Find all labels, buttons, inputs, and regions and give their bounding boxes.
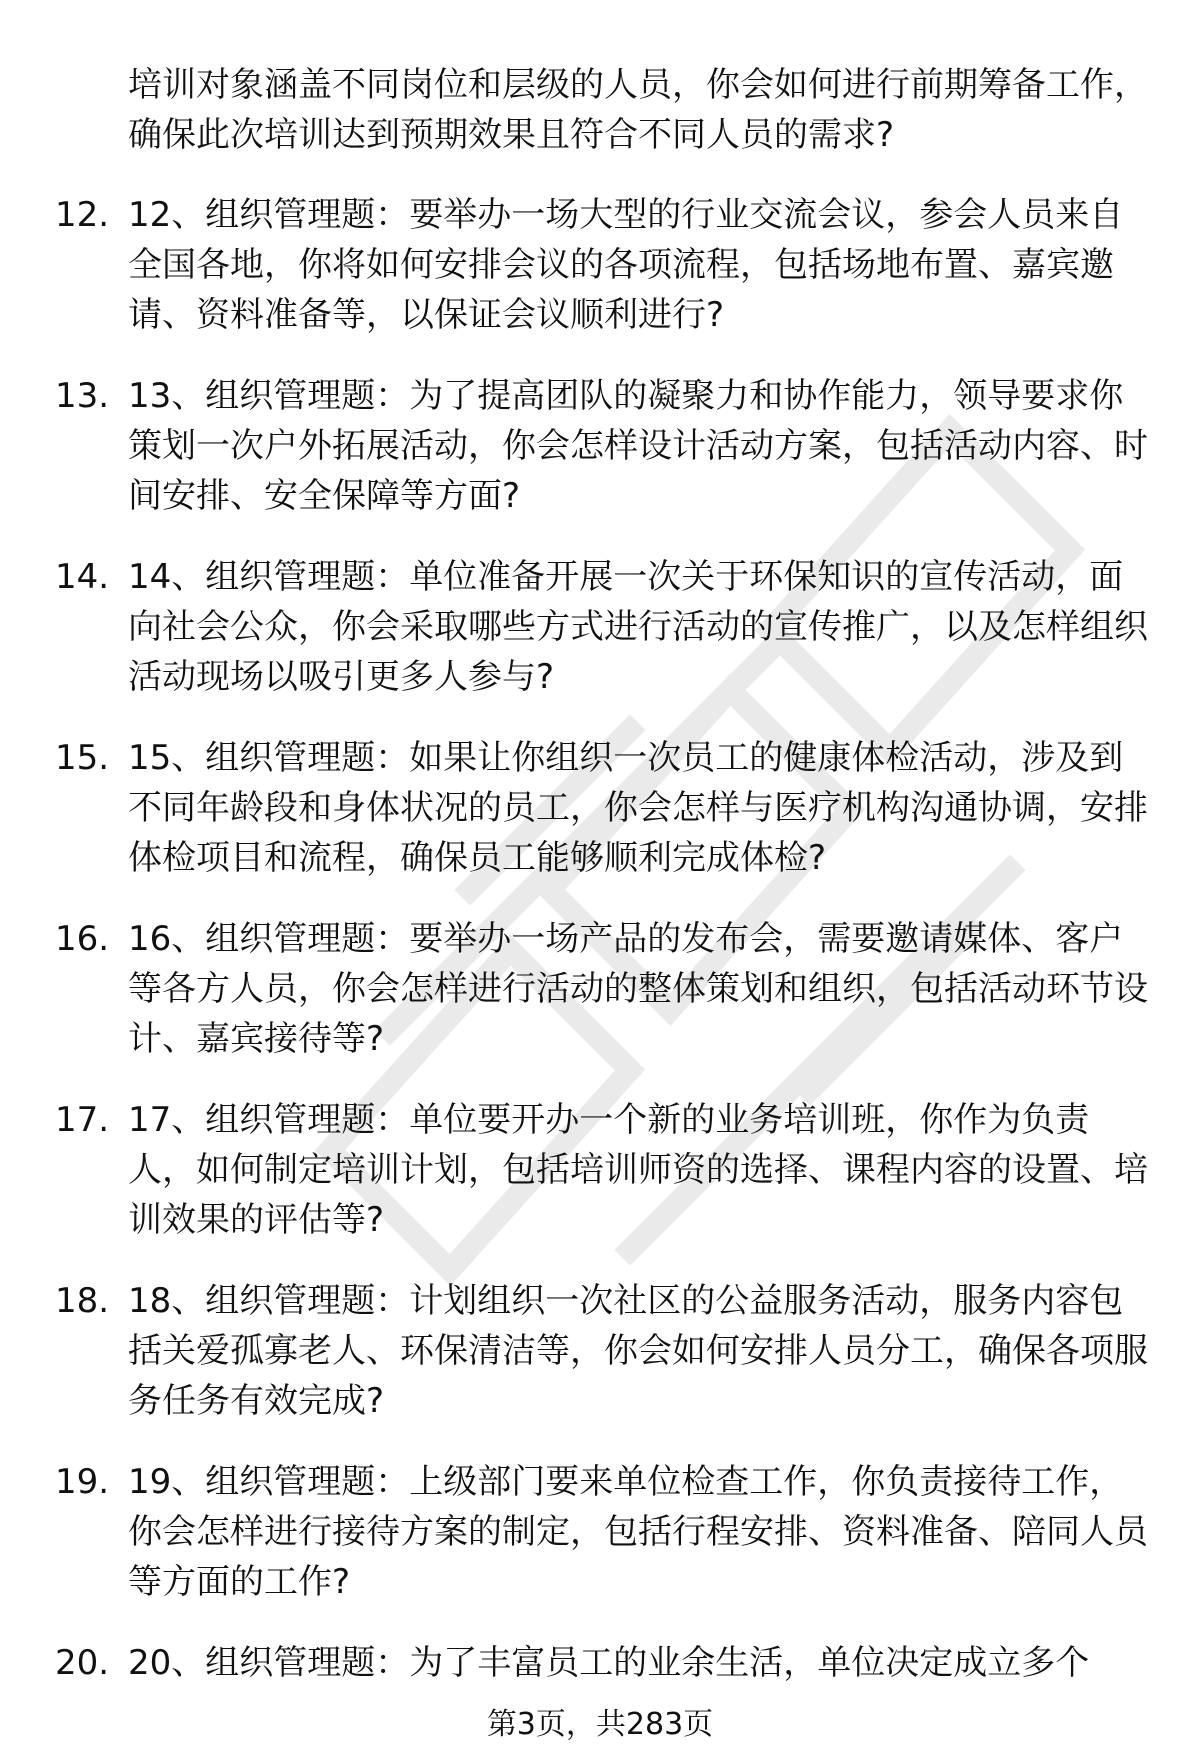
list-item — [0, 1457, 1148, 1607]
question-number: 20. — [55, 1643, 110, 1683]
question-text: 15、组织管理题：如果让你组织一次员工的健康体检活动，涉及到不同年龄段和身体状况的员工，你会怎样与医疗机构沟通协调，安排体检项目和流程，确保员工能够顺利完成体检? — [128, 738, 1148, 878]
question-number: 18. — [55, 1281, 110, 1321]
page-footer: 第3页，共283页 — [486, 1707, 714, 1742]
question-text: 16、组织管理题：要举办一场产品的发布会，需要邀请媒体、客户等各方人员，你会怎样进行活动的整体策划和组织，包括活动环节设计、嘉宾接待等? — [128, 919, 1148, 1059]
question-text: 12、组织管理题：要举办一场大型的行业交流会议，参会人员来自全国各地，你将如何安排会议的各项流程，包括场地布置、嘉宾邀请、资料准备等，以保证会议顺利进行? — [128, 195, 1124, 335]
list-item — [0, 371, 1148, 521]
question-number: 13. — [55, 376, 110, 416]
list-item — [0, 914, 1148, 1064]
question-list — [0, 190, 1200, 1719]
list-item — [0, 1276, 1148, 1426]
question-number: 16. — [55, 919, 110, 959]
question-number: 14. — [55, 557, 110, 597]
question-number: 19. — [55, 1462, 110, 1502]
question-text: 14、组织管理题：单位准备开展一次关于环保知识的宣传活动，面向社会公众，你会采取哪些方式进行活动的宣传推广，以及怎样组织活动现场以吸引更多人参与? — [128, 557, 1148, 697]
list-item — [0, 190, 1148, 340]
question-text: 19、组织管理题：上级部门要来单位检查工作，你负责接待工作，你会怎样进行接待方案的制定，包括行程安排、资料准备、陪同人员等方面的工作? — [128, 1462, 1148, 1602]
list-item — [0, 733, 1148, 883]
question-text: 17、组织管理题：单位要开办一个新的业务培训班，你作为负责人，如何制定培训计划，包括培训师资的选择、课程内容的设置、培训效果的评估等? — [128, 1100, 1148, 1240]
question-number: 12. — [55, 195, 110, 235]
list-item — [0, 1095, 1148, 1245]
question-text: 20、组织管理题：为了丰富员工的业余生活，单位决定成立多个 — [128, 1643, 1090, 1683]
list-item — [0, 552, 1148, 702]
question-number: 15. — [55, 738, 110, 778]
question-text: 13、组织管理题：为了提高团队的凝聚力和协作能力，领导要求你策划一次户外拓展活动，你会怎样设计活动方案，包括活动内容、时间安排、安全保障等方面? — [128, 376, 1148, 516]
question-text: 18、组织管理题：计划组织一次社区的公益服务活动，服务内容包括关爱孤寡老人、环保清洁等，你会如何安排人员分工，确保各项服务任务有效完成? — [128, 1281, 1148, 1421]
question-number: 17. — [55, 1100, 110, 1140]
lead-paragraph: 培训对象涵盖不同岗位和层级的人员，你会如何进行前期筹备工作，确保此次培训达到预期效果且符合不同人员的需求? — [128, 65, 1148, 155]
list-item — [0, 1638, 1148, 1688]
